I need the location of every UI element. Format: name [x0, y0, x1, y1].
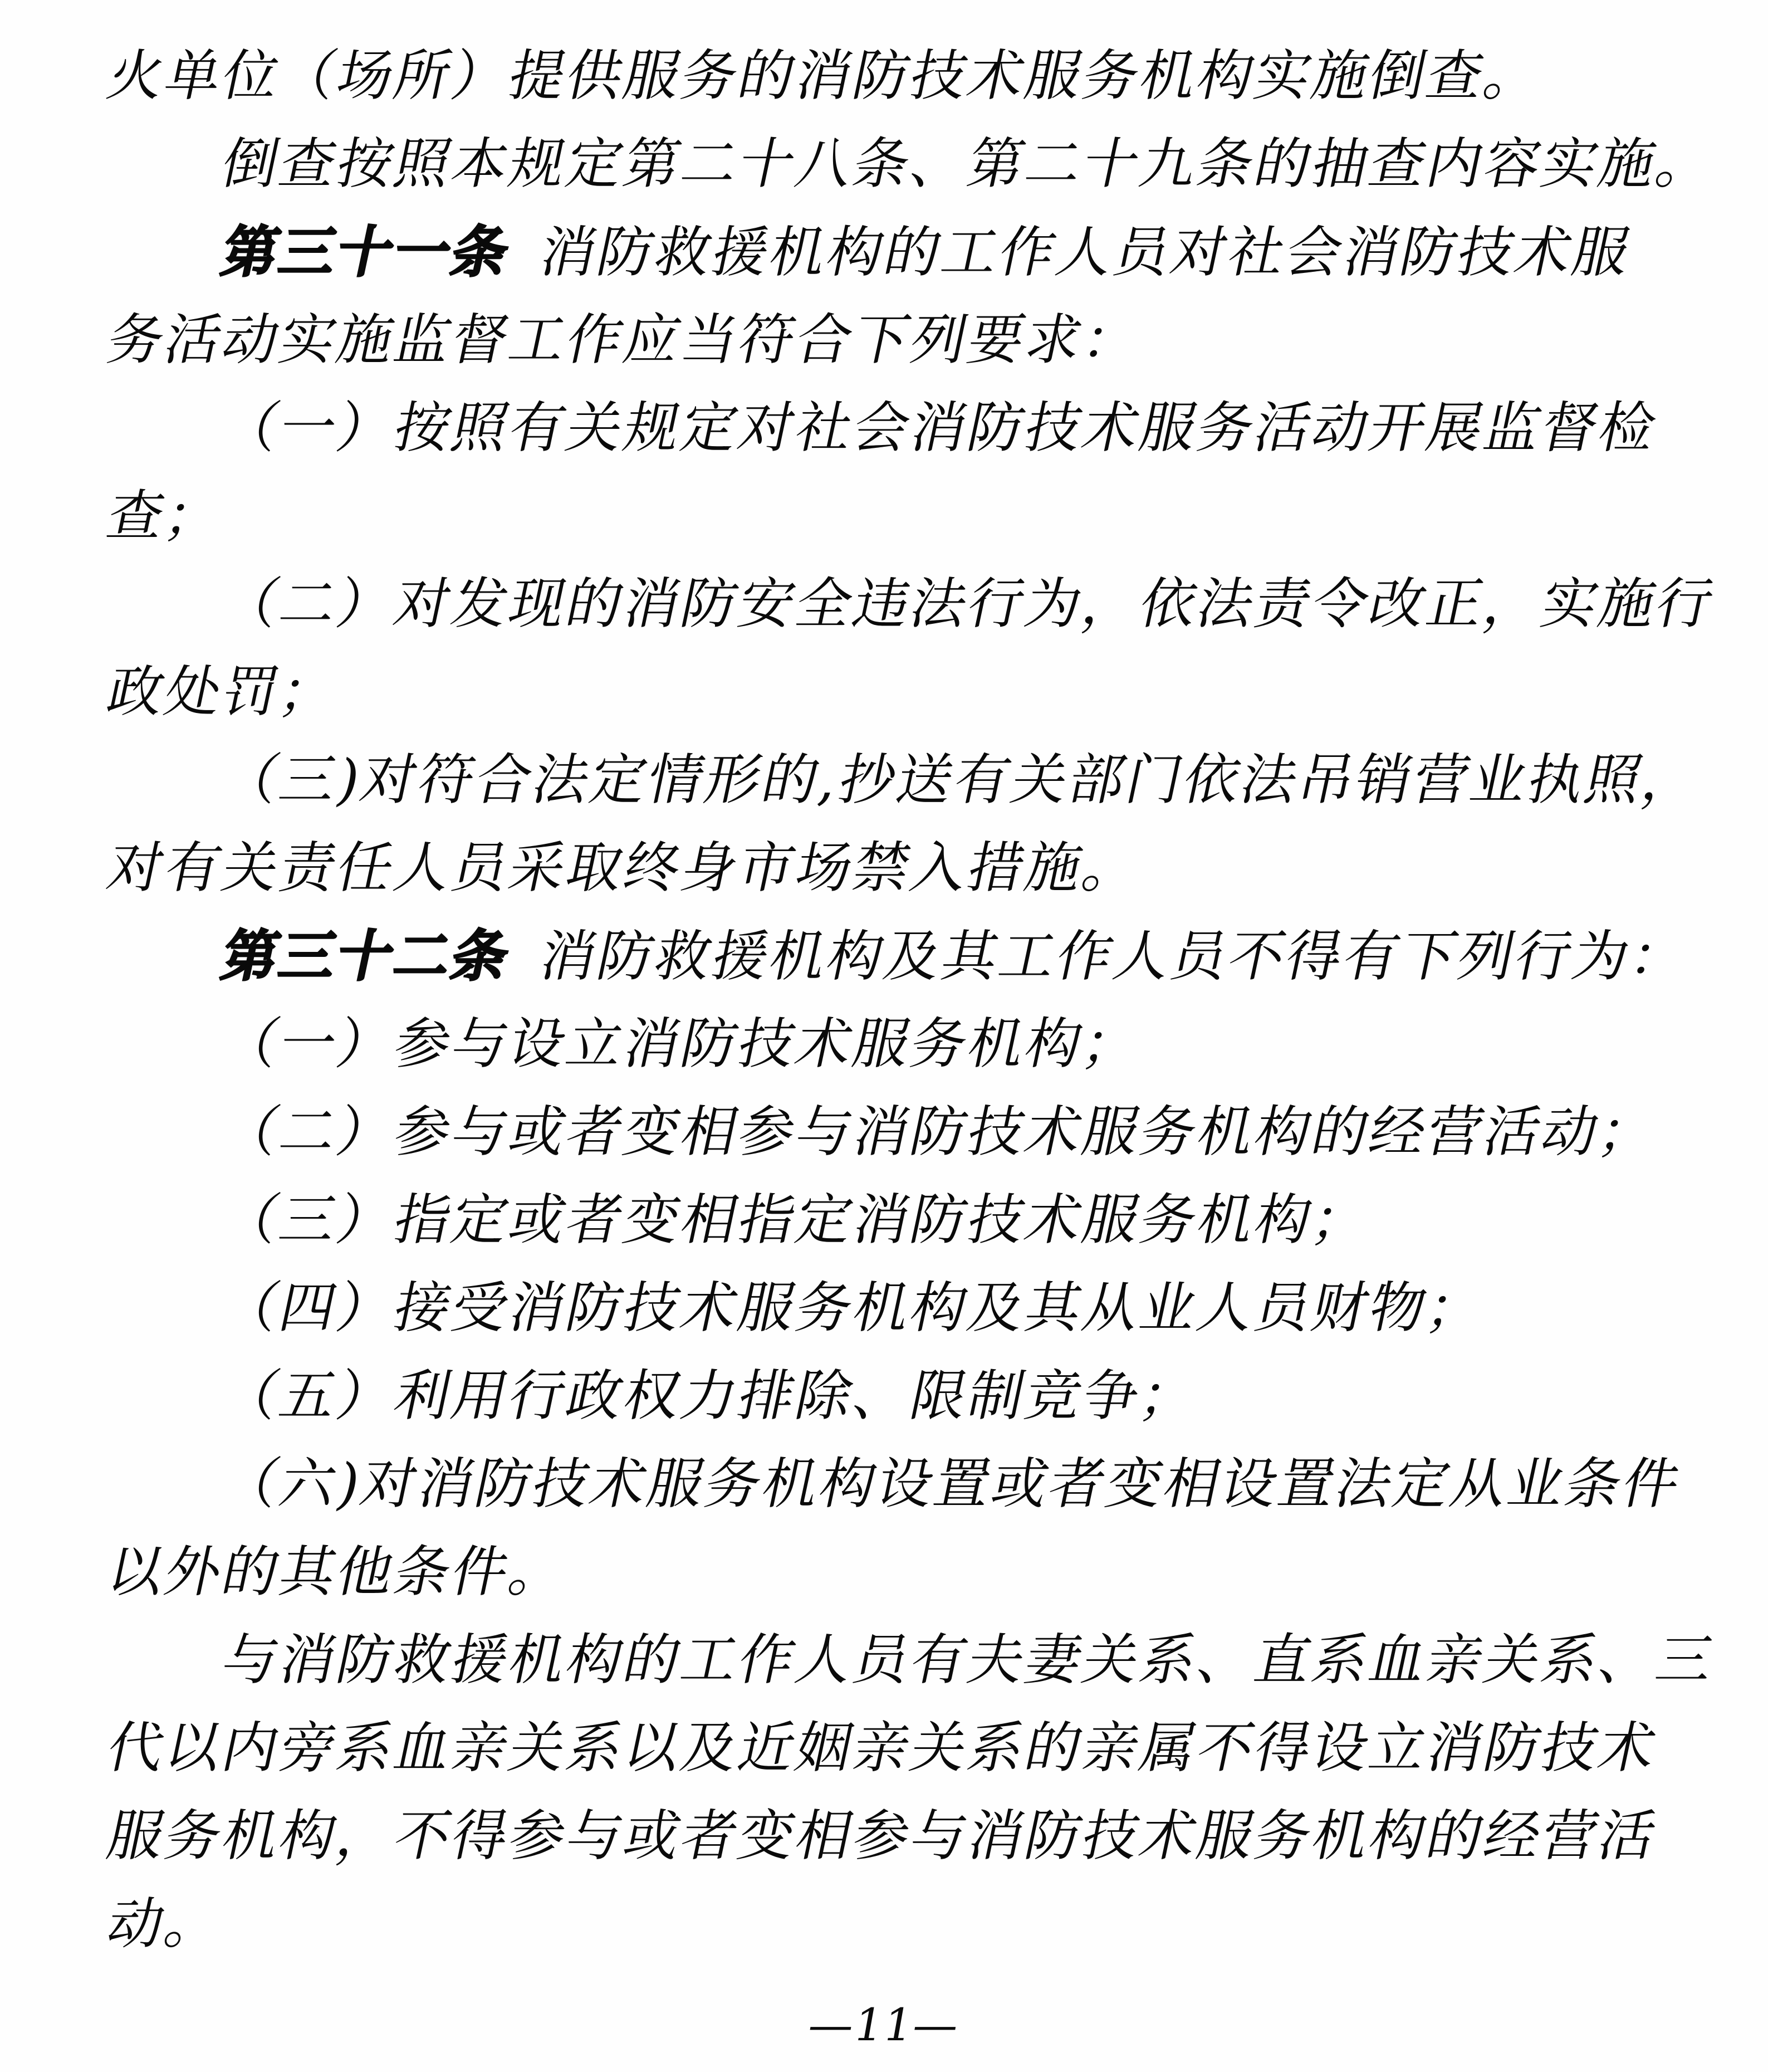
text-line — [99, 648, 1688, 736]
line-text: 消防救援机构及其工作人员不得有下列行为： — [534, 925, 1695, 989]
text-line-item-2 — [99, 560, 1722, 648]
line-text: 务活动实施监督工作应当符合下列要求： — [101, 308, 1148, 372]
text-line — [99, 1704, 1688, 1792]
line-text: 查； — [101, 484, 231, 548]
line-text: 以外的其他条件。 — [101, 1540, 575, 1604]
line-text: 动。 — [101, 1892, 231, 1956]
text-line — [99, 32, 1688, 120]
line-text: 倒查按照本规定第二十八条、第二十九条的抽查内容实施。 — [216, 132, 1722, 196]
line-text: 消防救援机构的工作人员对社会消防技术服 — [534, 221, 1638, 285]
page-number: —11— — [804, 1999, 964, 2051]
line-text: （五）利用行政权力排除、限制竞争； — [216, 1364, 1206, 1428]
line-text: 与消防救援机构的工作人员有夫妻关系、直系血亲关系、三 — [216, 1628, 1722, 1692]
line-text: （三)对符合法定情形的,抄送有关部门依法吊销营业执照， — [216, 748, 1708, 812]
text-line — [99, 1528, 1688, 1616]
text-line-item-3 — [99, 736, 1708, 824]
text-line-article-32 — [99, 912, 1695, 1000]
line-text: 政处罚； — [101, 660, 345, 724]
text-line — [99, 1616, 1722, 1704]
text-line — [99, 472, 1688, 560]
text-line — [99, 296, 1688, 384]
text-line-item-4 — [99, 1264, 1688, 1352]
text-line-item-5 — [99, 1352, 1688, 1440]
text-line-item-3 — [99, 1176, 1688, 1264]
text-line-item-1 — [99, 1000, 1688, 1088]
text-line-item-6 — [99, 1440, 1688, 1528]
text-line-item-2 — [99, 1088, 1688, 1176]
document-body — [99, 32, 1722, 1968]
line-text: （一）参与设立消防技术服务机构； — [216, 1012, 1148, 1076]
line-text: 服务机构，不得参与或者变相参与消防技术服务机构的经营活 — [101, 1804, 1664, 1868]
article-number: 第三十一条 — [216, 220, 517, 285]
line-text: 火单位（场所）提供服务的消防技术服务机构实施倒查。 — [101, 44, 1550, 108]
text-line — [99, 824, 1688, 912]
line-text: （三）指定或者变相指定消防技术服务机构； — [216, 1188, 1378, 1252]
text-line — [99, 1792, 1688, 1880]
text-line — [99, 120, 1722, 208]
line-text: 代以内旁系血亲关系以及近姻亲关系的亲属不得设立消防技术 — [101, 1716, 1664, 1780]
line-text: （二）参与或者变相参与消防技术服务机构的经营活动； — [216, 1100, 1664, 1164]
line-text: （一）按照有关规定对社会消防技术服务活动开展监督检 — [216, 396, 1664, 460]
line-text: （四）接受消防技术服务机构及其从业人员财物； — [216, 1276, 1492, 1340]
line-text: （六)对消防技术服务机构设置或者变相设置法定从业条件 — [216, 1452, 1688, 1516]
text-line-article-31 — [99, 208, 1688, 296]
line-text: （二）对发现的消防安全违法行为，依法责令改正，实施行 — [216, 572, 1722, 636]
text-line — [99, 1880, 1688, 1968]
line-text: 对有关责任人员采取终身市场禁入措施。 — [101, 836, 1148, 900]
text-line-item-1 — [99, 384, 1688, 472]
article-number: 第三十二条 — [216, 924, 517, 989]
